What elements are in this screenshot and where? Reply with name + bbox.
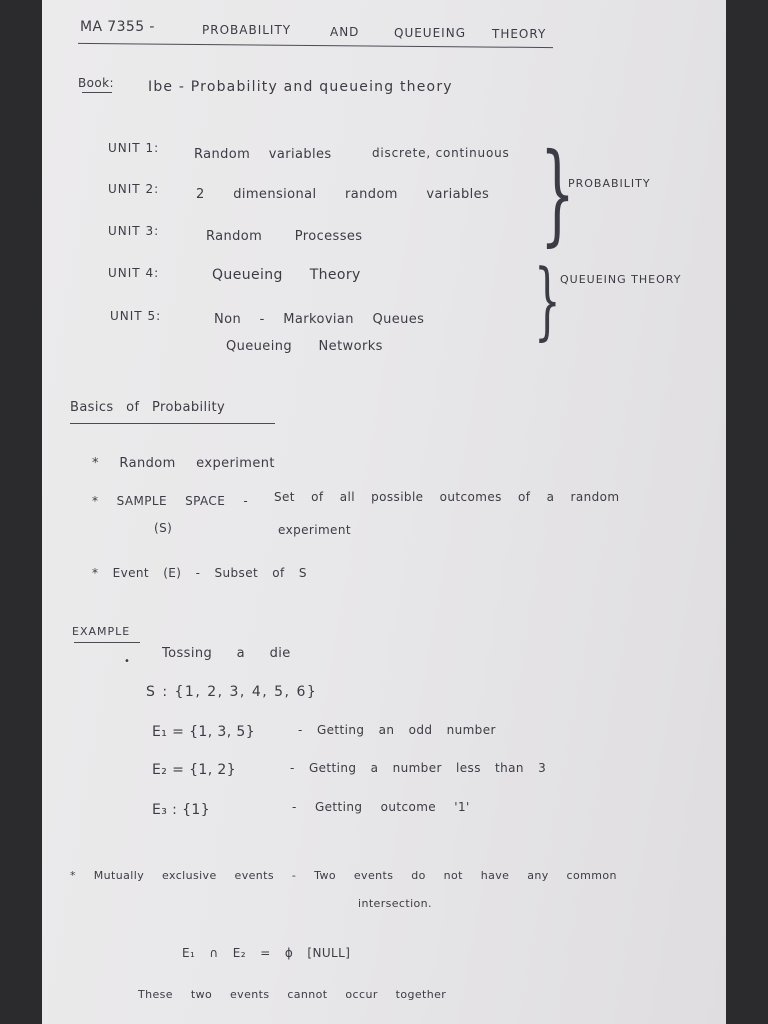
unit-2-label: UNIT 2:: [108, 182, 160, 196]
example-e1-set: E₁ = {1, 3, 5}: [152, 724, 256, 740]
course-title: PROBABILITY: [202, 23, 292, 37]
book-text: Ibe - Probability and queueing theory: [148, 79, 453, 95]
unit-1-topic: Random variables: [194, 147, 332, 162]
mutual-definition-cont: intersection.: [358, 897, 432, 910]
unit-5-topic: Non - Markovian Queues: [214, 312, 425, 327]
example-underline: [74, 642, 140, 643]
basics-item-sample-space-text: Set of all possible outcomes of a random: [274, 490, 620, 504]
example-e2-set: E₂ = {1, 2}: [152, 762, 237, 778]
unit-1-label: UNIT 1:: [108, 141, 160, 155]
group-queueing-theory: QUEUEING THEORY: [560, 273, 682, 286]
example-e3-desc: - Getting outcome '1': [292, 800, 470, 814]
basics-item-sample-space-s: (S): [154, 521, 173, 535]
unit-4-topic: Queueing Theory: [212, 267, 361, 283]
book-underline: [82, 92, 112, 93]
group-probability: PROBABILITY: [568, 177, 651, 190]
unit-5-topic-2: Queueing Networks: [226, 339, 383, 354]
example-e2-desc: - Getting a number less than 3: [290, 761, 547, 775]
example-e3-set: E₃ : {1}: [152, 802, 210, 818]
unit-3-label: UNIT 3:: [108, 224, 160, 238]
notebook-page: [42, 0, 726, 1024]
basics-item-sample-space-cont: experiment: [278, 523, 351, 537]
basics-item-sample-space-label: * SAMPLE SPACE -: [92, 494, 249, 508]
queueing-brace: }: [534, 251, 561, 349]
course-title-and: AND: [330, 25, 360, 39]
example-heading: EXAMPLE: [72, 625, 131, 638]
unit-3-topic: Random Processes: [206, 229, 363, 244]
probability-brace: }: [540, 129, 575, 257]
unit-5-label: UNIT 5:: [110, 309, 162, 323]
unit-4-label: UNIT 4:: [108, 266, 160, 280]
unit-2-topic: 2 dimensional random variables: [196, 187, 490, 202]
book-label: Book:: [78, 76, 114, 90]
basics-item-random-experiment: * Random experiment: [92, 456, 275, 471]
course-title-theory: THEORY: [492, 27, 547, 41]
mutual-formula: E₁ ∩ E₂ = ϕ [NULL]: [182, 946, 351, 960]
example-e1-desc: - Getting an odd number: [298, 723, 496, 737]
header-underline: [78, 43, 553, 49]
course-code: MA 7355 -: [80, 19, 155, 35]
example-tossing-die: Tossing a die: [162, 646, 291, 661]
mutual-definition: * Mutually exclusive events - Two events do not have any common: [70, 869, 617, 882]
basics-underline: [70, 423, 275, 424]
example-bullet: •: [124, 656, 131, 667]
basics-item-event: * Event (E) - Subset of S: [92, 566, 307, 580]
mutual-note: These two events cannot occur together: [138, 988, 447, 1001]
basics-heading: Basics of Probability: [70, 400, 226, 415]
example-sample-space: S : {1, 2, 3, 4, 5, 6}: [146, 684, 318, 700]
course-title-queueing: QUEUEING: [394, 26, 466, 40]
unit-1-extra: discrete, continuous: [372, 146, 510, 160]
